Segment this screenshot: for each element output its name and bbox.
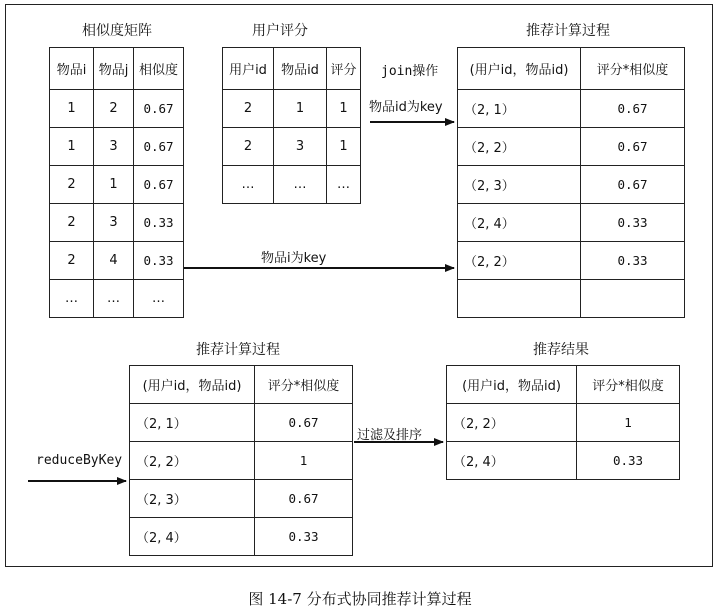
cell: 1 [327,90,361,128]
cell: （2, 4） [458,204,581,242]
cell: 0.67 [255,480,353,518]
cell: … [327,166,361,204]
result-title: 推荐结果 [533,342,589,358]
calc1-header-product: 评分*相似度 [581,48,685,90]
calc2-title: 推荐计算过程 [196,342,280,358]
cell: （2, 3） [130,480,255,518]
cell: （2, 2） [458,128,581,166]
reduce-label: reduceByKey [36,453,123,468]
similarity-header-item-j: 物品j [94,48,134,90]
cell: 3 [94,128,134,166]
cell: （2, 1） [130,404,255,442]
cell: 0.33 [581,204,685,242]
cell: 0.67 [581,166,685,204]
cell: （2, 3） [458,166,581,204]
cell: … [94,280,134,318]
calc2-header-pair: (用户id，物品id) [130,366,255,404]
cell: … [274,166,327,204]
cell: 0.67 [134,166,184,204]
item-key-label: 物品i为key [261,251,327,266]
cell: … [50,280,94,318]
cell: 0.67 [581,128,685,166]
cell: 1 [94,166,134,204]
figure-caption: 图 14-7 分布式协同推荐计算过程 [248,590,472,608]
result-header-product: 评分*相似度 [577,366,680,404]
ratings-header-item-id: 物品id [274,48,327,90]
ratings-header-score: 评分 [327,48,361,90]
cell: （2, 1） [458,90,581,128]
cell: 0.33 [581,242,685,280]
cell: 1 [327,128,361,166]
join-key-label: 物品id为key [369,100,443,115]
cell: 2 [50,242,94,280]
cell: … [134,280,184,318]
cell: （2, 4） [447,442,577,480]
cell: 2 [50,204,94,242]
cell: 2 [94,90,134,128]
cell: 4 [94,242,134,280]
cell: 0.67 [134,90,184,128]
similarity-header-item-i: 物品i [50,48,94,90]
cell: （2, 2） [130,442,255,480]
cell: 2 [223,90,274,128]
calc2-header-product: 评分*相似度 [255,366,353,404]
cell: 2 [50,166,94,204]
ratings-header-user-id: 用户id [223,48,274,90]
result-header-pair: (用户id，物品id) [447,366,577,404]
cell: 2 [223,128,274,166]
cell: 3 [274,128,327,166]
cell: （2, 4） [130,518,255,556]
calc1-title: 推荐计算过程 [526,23,610,39]
similarity-matrix-title: 相似度矩阵 [82,23,152,39]
cell: 0.33 [134,204,184,242]
cell: 0.33 [134,242,184,280]
cell: 1 [50,90,94,128]
ratings-title: 用户评分 [252,23,308,39]
cell: （2, 2） [447,404,577,442]
cell: 1 [255,442,353,480]
cell: 0.33 [577,442,680,480]
cell: 0.33 [255,518,353,556]
join-label: join操作 [381,64,439,79]
cell: 1 [50,128,94,166]
calc1-header-pair: (用户id，物品id) [458,48,581,90]
cell: 1 [577,404,680,442]
similarity-header-score: 相似度 [134,48,184,90]
cell: 0.67 [581,90,685,128]
cell: （2, 2） [458,242,581,280]
cell: 0.67 [134,128,184,166]
cell: … [223,166,274,204]
cell: 1 [274,90,327,128]
cell: 3 [94,204,134,242]
filter-label: 过滤及排序 [357,428,423,443]
cell: 0.67 [255,404,353,442]
